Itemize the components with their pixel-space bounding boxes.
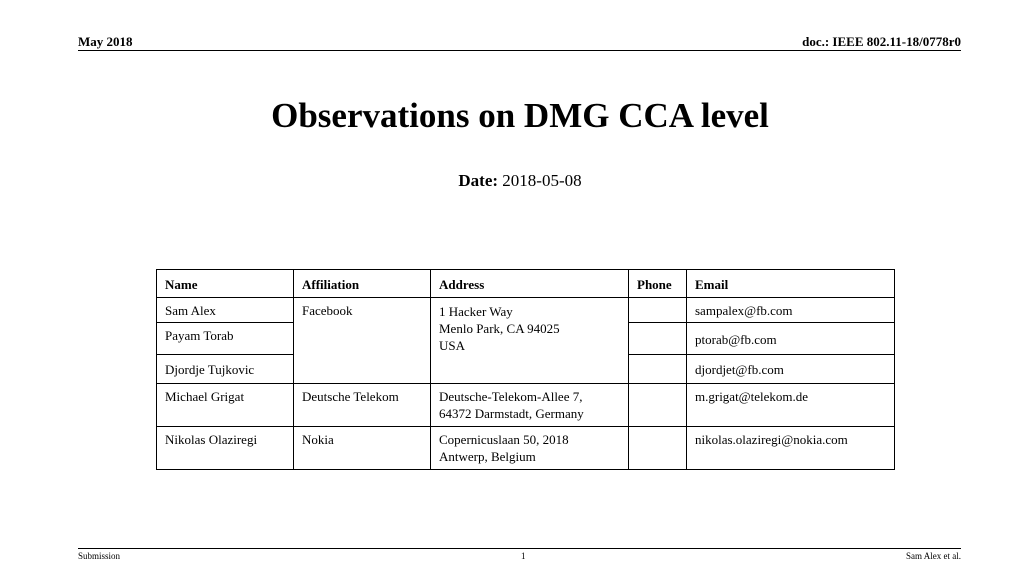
author-email: nikolas.olaziregi@nokia.com [687, 427, 895, 470]
column-header-address: Address [431, 270, 629, 298]
header-date: May 2018 [78, 34, 133, 49]
address-line: USA [439, 338, 466, 353]
authors-table [156, 269, 895, 470]
author-email: ptorab@fb.com [687, 323, 895, 355]
author-address [431, 298, 629, 384]
column-header-affiliation: Affiliation [294, 270, 431, 298]
address-line: Copernicuslaan 50, 2018 [439, 432, 569, 447]
author-phone [629, 384, 687, 427]
author-email: m.grigat@telekom.de [687, 384, 895, 427]
column-header-email: Email [687, 270, 895, 298]
footer-submission: Submission [78, 551, 121, 561]
date-line [0, 171, 1024, 191]
table-row [157, 384, 895, 427]
author-email: djordjet@fb.com [687, 355, 895, 384]
address-line: Menlo Park, CA 94025 [439, 321, 560, 336]
date-label: Date: [458, 171, 499, 190]
table-row [157, 298, 895, 323]
author-phone [629, 427, 687, 470]
author-address [431, 427, 629, 470]
author-email: sampalex@fb.com [687, 298, 895, 323]
address-line: Deutsche-Telekom-Allee 7, [439, 389, 583, 404]
table-row [157, 427, 895, 470]
header-divider [78, 50, 961, 51]
author-address [431, 384, 629, 427]
author-name: Nikolas Olaziregi [157, 427, 294, 470]
author-name: Payam Torab [157, 323, 294, 355]
address-line: 1 Hacker Way [439, 304, 513, 319]
address-line: 64372 Darmstadt, Germany [439, 406, 584, 421]
page-number: 1 [521, 551, 526, 561]
author-phone [629, 355, 687, 384]
header-doc-id: doc.: IEEE 802.11-18/0778r0 [802, 34, 961, 49]
author-affiliation: Facebook [294, 298, 431, 384]
author-name: Djordje Tujkovic [157, 355, 294, 384]
address-line: Antwerp, Belgium [439, 449, 536, 464]
author-name: Sam Alex [157, 298, 294, 323]
author-name: Michael Grigat [157, 384, 294, 427]
table-header-row [157, 270, 895, 298]
date-value: 2018-05-08 [502, 171, 582, 190]
footer-divider [78, 548, 961, 549]
column-header-name: Name [157, 270, 294, 298]
slide-title: Observations on DMG CCA level [271, 96, 769, 135]
author-phone [629, 298, 687, 323]
author-affiliation: Deutsche Telekom [294, 384, 431, 427]
column-header-phone: Phone [629, 270, 687, 298]
footer-author: Sam Alex et al. [906, 551, 961, 561]
author-affiliation: Nokia [294, 427, 431, 470]
author-phone [629, 323, 687, 355]
